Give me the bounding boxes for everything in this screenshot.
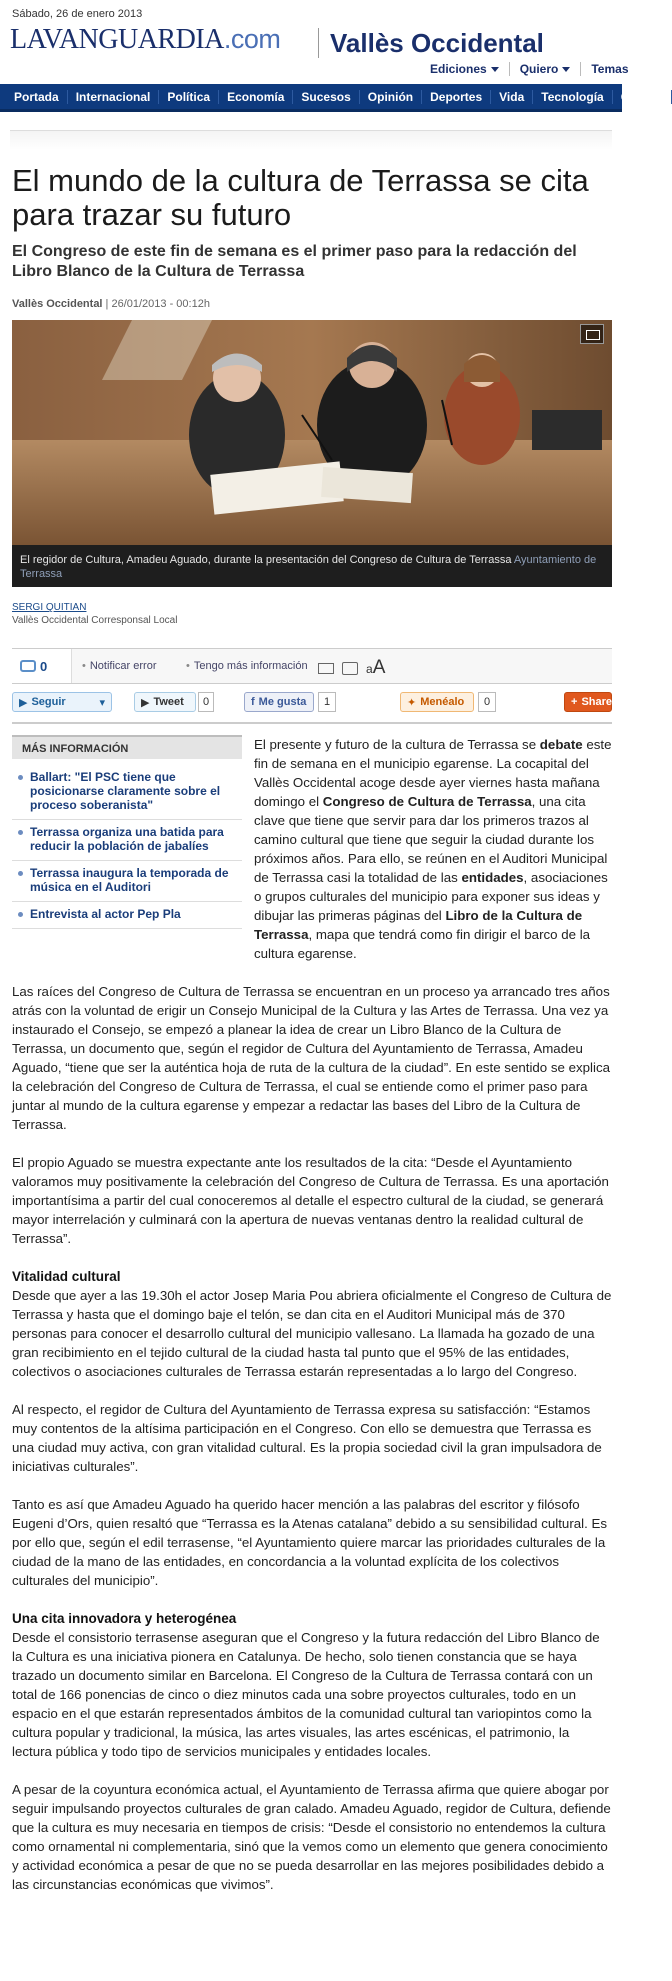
current-date: Sábado, 26 de enero 2013 — [12, 8, 143, 20]
paragraph-3: El propio Aguado se muestra expectante ante los resultados de la cita: “Desde el Ayuntamiento valoramos muy positivamente la celebración del Congreso de Cultura de Terrassa. Es una aportación importantísima a partir del cual conoceremos al detalle el espectro cultural de la ciudad, se generará mayor interrelación y culminará con la apertura de nuevas ventanas dentro la realidad cultural de Terrassa”. — [12, 1155, 609, 1246]
logo-separator — [318, 28, 319, 58]
subheading-innovadora: Una cita innovadora y heterogénea — [12, 1611, 237, 1626]
byline-section[interactable]: Vallès Occidental — [12, 298, 103, 310]
nav-portada[interactable]: Portada — [6, 90, 68, 104]
chevron-down-icon: ▾ — [99, 696, 105, 709]
like-count: 1 — [318, 692, 336, 712]
subheading-vitalidad: Vitalidad cultural — [12, 1269, 121, 1284]
tool-icons — [318, 657, 385, 679]
chevron-down-icon — [491, 67, 499, 72]
paragraph-1: El presente y futuro de la cultura de Terrassa se debate este fin de semana en el municipio egarense. La cocapital del Vallès Occidental acoge desde ayer viernes hasta mañana domingo el Congreso de Cultura de Terrassa, una cita clave que tiene que servir para dar los primeros trazos al camino cultural que tiene que seguir la ciudad durante los próximos años. Para ello, se reúnen en el Auditori Municipal de Terrassa casi la totalidad de las entidades, asociaciones o grupos culturales del municipio para exponer sus ideas y dibujar las primeras páginas del Libro de la Cultura de Terrassa, mapa que tendrá como fin dirigir el barco de la cultura egarense. — [254, 737, 612, 961]
article-photo[interactable] — [12, 320, 612, 545]
more-info-link[interactable]: • Tengo más información — [186, 660, 308, 672]
content-divider — [12, 722, 612, 724]
photographer-name[interactable]: SERGI QUITIAN — [12, 602, 87, 613]
nav-cultura[interactable]: Cultura — [613, 90, 672, 104]
menu-quiero[interactable]: Quiero — [520, 62, 571, 76]
expand-photo-icon[interactable] — [580, 324, 604, 344]
twitter-bird-icon: ▶ — [19, 696, 28, 709]
paragraph-7: Desde el consistorio terrasense aseguran que el Congreso y la futura redacción del Libro Blanco de la Cultura es una iniciativa pionera en Catalunya. De hecho, solo tienen constancia que se haya trazado un documento similar en Barcelona. El Congreso de la Cultura de Terrassa contará con un total de 166 ponencias de cinco o diez minutos cada una sobre proyectos culturales, todo en un espacio en el que estarán representados ámbitos de la comunidad cultural tan variopintos como la cultura popular y tradicional, la música, las artes visuales, las artes escénicas, el patrimonio, la lectura pública y todo tipo de servicios municipales y entidades locales. — [12, 1630, 600, 1759]
facebook-icon: f — [251, 696, 255, 708]
social-bar — [12, 690, 612, 714]
byline-timestamp: | 26/01/2013 - 00:12h — [102, 298, 210, 310]
tweet-button[interactable]: ▶ Tweet — [134, 692, 196, 712]
site-logo[interactable] — [10, 24, 280, 56]
nav-sucesos[interactable]: Sucesos — [293, 90, 359, 104]
email-icon[interactable] — [318, 663, 334, 674]
menu-ediciones[interactable]: Ediciones — [430, 62, 499, 76]
paragraph-6: Tanto es así que Amadeu Aguado ha querido hacer mención a las palabras del escritor y filósofo Eugeni d’Ors, quien resaltó que “Terrassa es la Atenas catalana” debido a su sensibilidad cultural. Es por ello que, según el edil terrasense, “el Ayuntamiento quiere marcar las prioridades culturales de la ciudad de la mano de las entidades, en concordancia a la voluntad explícita de los colectivos culturales del municipio”. — [12, 1497, 608, 1588]
like-button[interactable]: f Me gusta — [244, 692, 314, 712]
plus-icon: + — [571, 696, 578, 708]
more-info-title: MÁS INFORMACIÓN — [12, 735, 242, 759]
caption-text: El regidor de Cultura, Amadeu Aguado, durante la presentación del Congreso de Cultura de Terrassa — [20, 554, 512, 566]
comments-button[interactable] — [12, 649, 72, 683]
comments-count: 0 — [40, 658, 48, 674]
more-info-item[interactable]: Ballart: "El PSC tiene que posicionarse claramente sobre el proceso soberanista" — [12, 765, 242, 820]
notify-error-link[interactable]: • Notificar error — [82, 660, 156, 672]
menu-divider — [580, 62, 581, 76]
nav-politica[interactable]: Política — [159, 90, 219, 104]
logo-dot-com: .com — [223, 24, 281, 54]
paragraph-8: A pesar de la coyuntura económica actual, el Ayuntamiento de Terrassa afirma que quiere abogar por seguir impulsando proyectos culturales de gran calado. Amadeu Aguado, regidor de Cultura, defiende que la cultura es muy necesaria en tiempos de crisis: “Desde el consistorio no entendemos la cultura como ornamental ni complementaria, sinó que la vemos como un elemento que genera conocimiento y actividad económica a pesar de que no se pueda desarrollar en las mejores posibilidades debido a las circunstancias económicas que vivimos”. — [12, 1782, 611, 1892]
article-byline — [12, 298, 210, 310]
site-header — [0, 0, 629, 84]
section-title[interactable]: Vallès Occidental — [330, 28, 544, 58]
more-info-item[interactable]: Terrassa inaugura la temporada de música en el Auditori — [12, 861, 242, 902]
article-subtitle: El Congreso de este fin de semana es el primer paso para la redacción del Libro Blanco de la Cultura de Terrassa — [12, 243, 577, 280]
logo-main: LAVANGUARDIA — [10, 24, 224, 55]
menealo-button[interactable]: ✦ Menéalo — [400, 692, 474, 712]
nav-opinion[interactable]: Opinión — [360, 90, 422, 104]
comment-bubble-icon — [20, 660, 36, 672]
chevron-down-icon — [562, 67, 570, 72]
tweet-count: 0 — [198, 692, 214, 712]
nav-vida[interactable]: Vida — [491, 90, 533, 104]
menu-divider — [509, 62, 510, 76]
article-toolbar — [12, 648, 612, 684]
top-menu — [430, 62, 629, 76]
menu-temas[interactable]: Temas — [591, 62, 629, 76]
more-info-item[interactable]: Terrassa organiza una batida para reducir la población de jabalíes — [12, 820, 242, 861]
paragraph-4: Desde que ayer a las 19.30h el actor Josep Maria Pou abriera oficialmente el Congreso de Cultura de Terrassa y hasta que el domingo baje el telón, se dan cita en el Auditori Municipal más de 370 personas para conocer el desarrollo cultural del municipio vallesano. La llamada ha gozado de una gran recibimiento en el tejido cultural de la ciudad hasta tal punto que el 95% de las entidades, colectivos o asociaciones culturales de Terrassa estarán representadas a lo largo del Congreso. — [12, 1288, 612, 1379]
caption-credit: Ayuntamiento de Terrassa — [20, 554, 597, 580]
paragraph-2: Las raíces del Congreso de Cultura de Terrassa se encuentran en un proceso ya arrancado tres años atrás con la voluntad de erigir un Consejo Municipal de la Cultura y las Artes de Terrassa. Una vez ya instaurado el Consejo, se empezó a planear la idea de crear un Libro Blanco de la Cultura de Terrassa, un documento que, según el regidor de Cultura del Ayuntamiento de Terrassa, Amadeu Aguado, “tiene que ser la auténtica hoja de ruta de la cultura de la ciudad”. En este sentido se explica la celebración del Congreso de Cultura de Terrassa, el cual se entiende como el primer paso para juntar al mundo de la cultura egarense y empezar a redactar las bases del Libro de la Cultura de Terrassa. — [12, 984, 611, 1132]
nav-internacional[interactable]: Internacional — [68, 90, 160, 104]
follow-button[interactable]: ▶ Seguir ▾ — [12, 692, 112, 712]
meneame-icon: ✦ — [407, 696, 417, 709]
sidebar-spacer — [12, 735, 254, 947]
ad-band — [10, 130, 612, 150]
article-headline: El mundo de la cultura de Terrassa se cita para trazar su futuro — [12, 163, 589, 232]
paragraph-5: Al respecto, el regidor de Cultura del Ayuntamiento de Terrassa expresa su satisfacción: “Estamos muy contentos de la altísima participación en el Congreso. Con ello se demuestra que Terrassa es una ciudad muy activa, con gran vitalidad cultural. Es la propia sociedad civil la gran impulsadora de iniciativas culturales”. — [12, 1402, 602, 1474]
print-icon[interactable] — [342, 662, 358, 675]
photo-illustration — [12, 320, 612, 545]
main-nav — [0, 84, 663, 112]
menealo-count: 0 — [478, 692, 496, 712]
nav-deportes[interactable]: Deportes — [422, 90, 491, 104]
photographer-role: Vallès Occidental Corresponsal Local — [12, 615, 178, 626]
photo-caption — [12, 545, 612, 587]
font-size-icon[interactable]: aA — [366, 657, 386, 678]
nav-tecnologia[interactable]: Tecnología — [533, 90, 612, 104]
nav-economia[interactable]: Economía — [219, 90, 293, 104]
twitter-bird-icon: ▶ — [141, 696, 150, 709]
article-body — [12, 735, 612, 1913]
share-button[interactable]: + Share — [564, 692, 612, 712]
more-info-item[interactable]: Entrevista al actor Pep Pla — [12, 902, 242, 929]
